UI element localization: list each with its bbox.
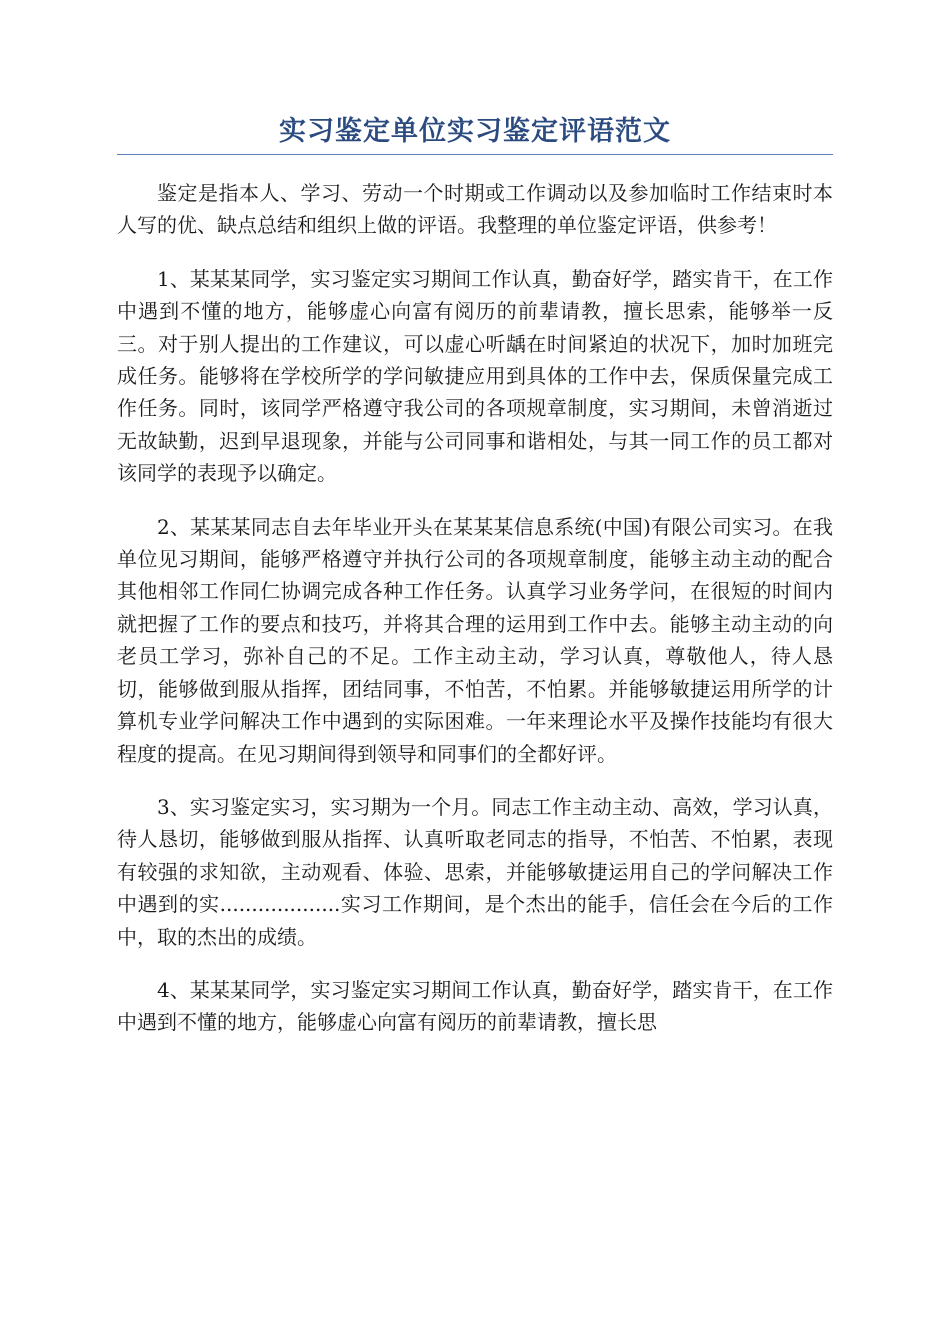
document-page [117, 112, 833, 1039]
paragraph-1: 1、某某某同学，实习鉴定实习期间工作认真，勤奋好学，踏实肯干，在工作中遇到不懂的地方，能够虚心向富有阅历的前辈请教，擅长思索，能够举一反三。对于别人提出的工作建议，可以虚心听龋在时间紧迫的状况下，加时加班完成任务。能够将在学校所学的学问敏捷应用到具体的工作中去，保质保量完成工作任务。同时，该同学严格遵守我公司的各项规章制度，实习期间，未曾消逝过无故缺勤，迟到早退现象，并能与公司同事和谐相处，与其一同工作的员工都对该同学的表现予以确定。 [117, 266, 833, 486]
intro-paragraph: 鉴定是指本人、学习、劳动一个时期或工作调动以及参加临时工作结束时本人写的优、缺点总结和组织上做的评语。我整理的单位鉴定评语，供参考！ [117, 181, 833, 238]
paragraph-2: 2、某某某同志自去年毕业开头在某某某信息系统(中国)有限公司实习。在我单位见习期间，能够严格遵守并执行公司的各项规章制度，能够主动主动的配合其他相邻工作同仁协调完成各种工作任务。认真学习业务学问，在很短的时间内就把握了工作的要点和技巧，并将其合理的运用到工作中去。能够主动主动的向老员工学习，弥补自己的不足。工作主动主动，学习认真，尊敬他人，待人恳切，能够做到服从指挥，团结同事，不怕苦，不怕累。并能够敏捷运用所学的计算机专业学问解决工作中遇到的实际困难。一年来理论水平及操作技能均有很大程度的提高。在见习期间得到领导和同事们的全都好评。 [117, 514, 833, 766]
paragraph-4: 4、某某某同学，实习鉴定实习期间工作认真，勤奋好学，踏实肯干，在工作中遇到不懂的地方，能够虚心向富有阅历的前辈请教，擅长思 [117, 977, 833, 1035]
paragraph-3: 3、实习鉴定实习，实习期为一个月。同志工作主动主动、高效，学习认真，待人恳切，能够做到服从指挥、认真听取老同志的指导，不怕苦、不怕累，表现有较强的求知欲，主动观看、体验、思索，并能够敏捷运用自己的学问解决工作中遇到的实...................实习工作期间，是个杰出的能手，信任会在今后的工作中，取的杰出的成绩。 [117, 794, 833, 949]
document-title: 实习鉴定单位实习鉴定评语范文 [117, 112, 833, 155]
